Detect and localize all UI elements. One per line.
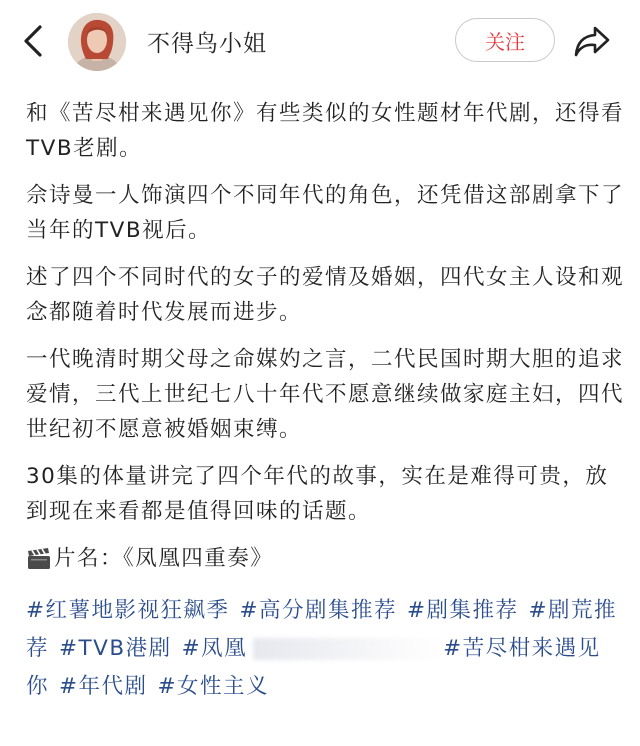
hashtag-link[interactable]: #高分剧集推荐 (239, 598, 398, 623)
avatar[interactable] (68, 13, 126, 71)
clapperboard-icon (26, 547, 52, 571)
post-paragraph: 佘诗曼一人饰演四个不同年代的角色，还凭借这部剧拿下了当年的TVB视后。 (26, 183, 625, 243)
hashtag-link[interactable]: #TVB港剧 (59, 636, 172, 661)
hashtag-link[interactable]: #女性主义 (157, 674, 270, 699)
post-content (26, 96, 626, 706)
hashtag-link[interactable]: #剧荒推荐 (26, 598, 618, 661)
chevron-left-icon (18, 24, 50, 58)
back-button[interactable] (18, 24, 50, 58)
hashtag-link[interactable]: #红薯地影视狂飙季 (26, 598, 230, 623)
hashtag-list (26, 592, 626, 706)
share-arrow-icon (572, 24, 612, 58)
hashtag-link-partial[interactable]: #凤凰 (181, 636, 248, 661)
drama-title: 片名：《凤凰四重奏》 (54, 546, 274, 571)
blurred-overlay (253, 638, 443, 660)
post-paragraph: 一代晚清时期父母之命媒妁之言，二代民国时期大胆的追求爱情，三代上世纪七八十年代不愿意继续做家庭主妇，四代世纪初不愿意被婚姻束缚。 (26, 347, 625, 442)
post-paragraph: 和《苦尽柑来遇见你》有些类似的女性题材年代剧，还得看TVB老剧。 (26, 101, 625, 161)
post-paragraph: 述了四个不同时代的女子的爱情及婚姻，四代女主人设和观念都随着时代发展而进步。 (26, 265, 625, 325)
hashtag-link[interactable]: #苦尽柑来遇见你 (26, 636, 601, 699)
hashtag-link[interactable]: #年代剧 (59, 674, 148, 699)
drama-title-line (26, 541, 626, 576)
post-paragraph: 30集的体量讲完了四个年代的故事，实在是难得可贵，放到现在来看都是值得回味的话题。 (26, 464, 609, 524)
hashtag-link[interactable]: #剧集推荐 (407, 598, 519, 623)
follow-button[interactable]: 关注 (455, 18, 555, 62)
share-button[interactable] (572, 24, 612, 58)
username[interactable]: 不得鸟小姐 (147, 31, 267, 57)
top-navigation-bar (0, 0, 640, 84)
